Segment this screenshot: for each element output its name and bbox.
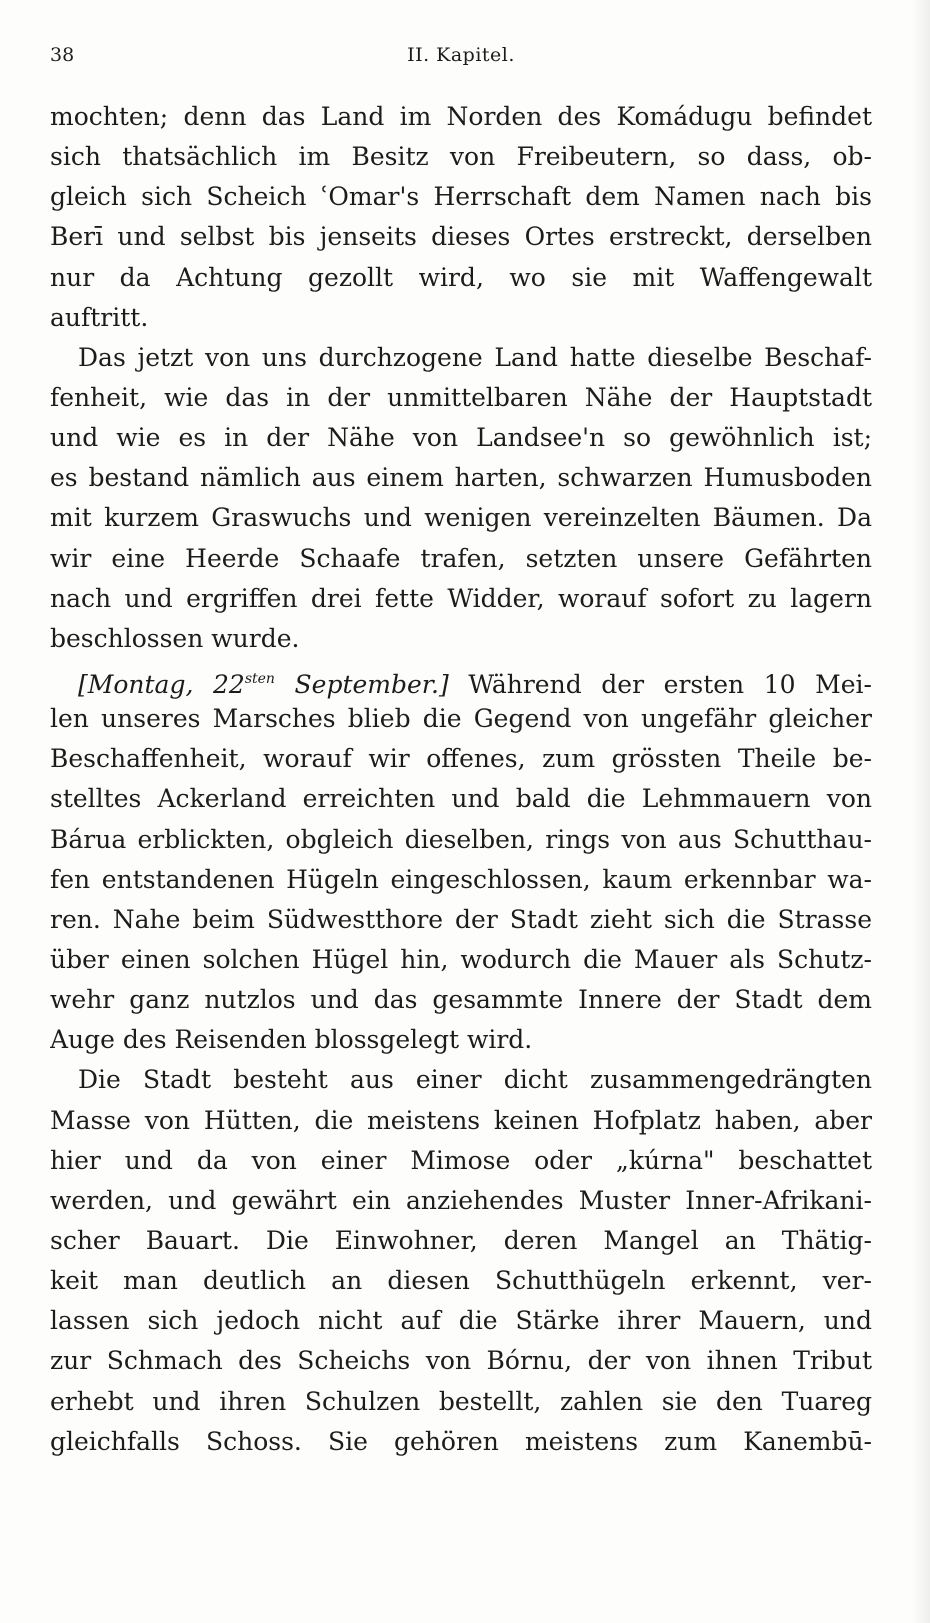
text-line: wehr ganz nutzlos und das gesammte Innere der Stadt dem	[50, 985, 872, 1015]
text-line: und wie es in der Nähe von Landsee'n so gewöhnlich ist;	[50, 423, 872, 453]
text-line: len unseres Marsches blieb die Gegend von ungefähr gleicher	[50, 704, 872, 734]
text-line: fen entstandenen Hügeln eingeschlossen, kaum erkennbar wa-	[50, 864, 872, 894]
text-line: Bárua erblickten, obgleich dieselben, rings von aus Schutthau-	[50, 824, 872, 854]
text-line: Das jetzt von uns durchzogene Land hatte dieselbe Beschaf-	[78, 342, 872, 372]
text-line: Berī und selbst bis jenseits dieses Ortes erstreckt, derselben	[50, 222, 872, 252]
text-line: auftritt.	[50, 302, 149, 332]
text-line: nach und ergriffen drei fette Widder, worauf sofort zu lagern	[50, 583, 872, 613]
text-line: hier und da von einer Mimose oder „kúrna" beschattet	[50, 1145, 872, 1175]
text-line: über einen solchen Hügel hin, wodurch die Mauer als Schutz-	[50, 944, 872, 974]
text-line: gleich sich Scheich ʿOmar's Herrschaft dem Namen nach bis	[50, 182, 872, 212]
text-line: mochten; denn das Land im Norden des Komádugu befindet	[50, 102, 872, 131]
page-edge-shadow	[912, 0, 930, 1623]
text-line: beschlossen wurde.	[50, 623, 300, 653]
text-line: nur da Achtung gezollt wird, wo sie mit Waffengewalt	[50, 262, 872, 292]
text-line: Masse von Hütten, die meistens keinen Hofplatz haben, aber	[50, 1105, 872, 1135]
text-line: scher Bauart. Die Einwohner, deren Mangel an Thätig-	[50, 1225, 872, 1255]
text-line: fenheit, wie das in der unmittelbaren Nähe der Hauptstadt	[50, 382, 872, 412]
text-line: gleichfalls Schoss. Sie gehören meistens zum Kanembū-	[50, 1426, 872, 1456]
text-fragment: Während der ersten 10 Mei-	[468, 669, 872, 699]
date-note-open: [Montag, 22	[78, 669, 245, 699]
date-note	[78, 670, 449, 699]
running-head	[50, 44, 872, 74]
text-line: es bestand nämlich aus einem harten, schwarzen Humusboden	[50, 463, 872, 493]
page-number: 38	[50, 44, 75, 66]
text-line: ren. Nahe beim Südwestthore der Stadt zieht sich die Strasse	[50, 904, 872, 934]
text-line: erhebt und ihren Schulzen bestellt, zahlen sie den Tuareg	[50, 1386, 872, 1416]
text-line: werden, und gewährt ein anziehendes Muster Inner-Afrikani-	[50, 1185, 872, 1215]
text-line: wir eine Heerde Schaafe trafen, setzten unsere Gefährten	[50, 543, 872, 573]
text-line: sich thatsächlich im Besitz von Freibeutern, so dass, ob-	[50, 142, 872, 172]
text-line: lassen sich jedoch nicht auf die Stärke ihrer Mauern, und	[50, 1306, 872, 1336]
date-note-close: September.]	[274, 669, 449, 699]
date-note-superscript: sten	[244, 670, 275, 687]
text-line-with-date	[50, 659, 872, 699]
body-text	[50, 97, 872, 1462]
text-line: stelltes Ackerland erreichten und bald die Lehmmauern von	[50, 784, 872, 814]
chapter-title: II. Kapitel.	[407, 44, 515, 66]
text-line: Die Stadt besteht aus einer dicht zusammengedrängten	[78, 1065, 872, 1095]
text-line: keit man deutlich an diesen Schutthügeln erkennt, ver-	[50, 1266, 872, 1296]
text-line: mit kurzem Graswuchs und wenigen vereinzelten Bäumen. Da	[50, 503, 872, 533]
text-line: Auge des Reisenden blossgelegt wird.	[50, 1025, 533, 1055]
text-line: zur Schmach des Scheichs von Bórnu, der von ihnen Tribut	[50, 1346, 872, 1376]
text-line: Beschaffenheit, worauf wir offenes, zum grössten Theile be-	[50, 744, 872, 774]
